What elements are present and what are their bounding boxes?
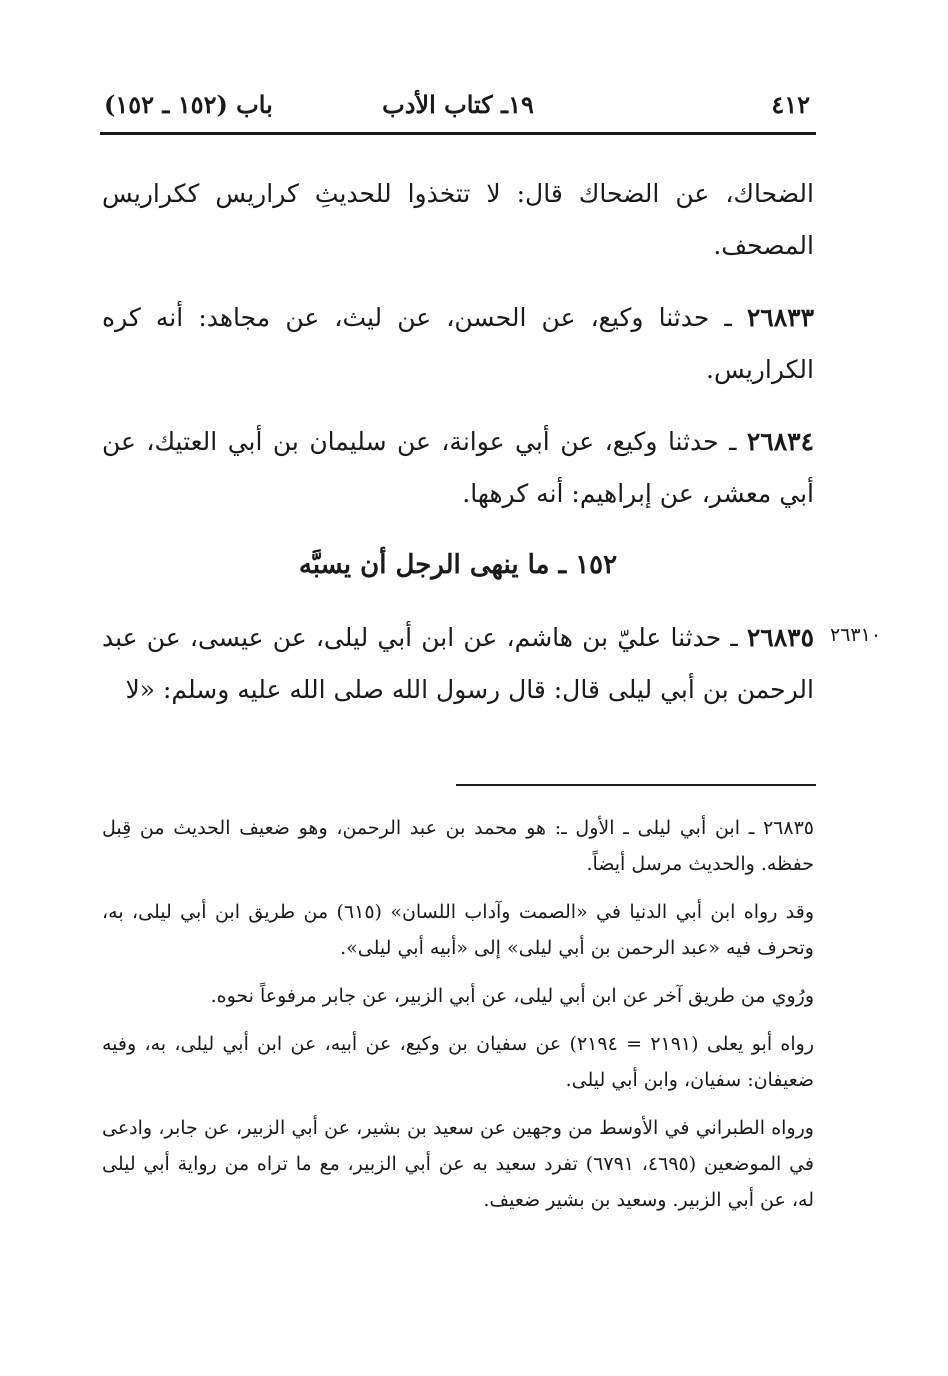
main-text: [102, 168, 814, 736]
hadith-number: ٢٦٨٣٣: [746, 303, 814, 332]
footnote: رواه أبو يعلى (٢١٩١ = ٢١٩٤) عن سفيان بن وكيع، عن أبيه، عن ابن أبي ليلى، به، وفيه ضعيفان: سفيان، وابن أبي ليلى.: [102, 1033, 814, 1091]
footnote: وقد رواه ابن أبي الدنيا في «الصمت وآداب اللسان» (٦١٥) من طريق ابن أبي ليلى، به، وتحرف فيه «عبد الرحمن بن أبي ليلى» إلى «أبيه أبي ليلى».: [102, 901, 814, 959]
hadith-number: ٢٦٨٣٥: [746, 623, 814, 652]
chapter-range: باب (١٥٢ ـ ١٥٢): [104, 90, 273, 119]
hadith-text: ـ حدثنا عليّ بن هاشم، عن ابن أبي ليلى، عن عيسى، عن عبد الرحمن بن أبي ليلى قال: قال رسول الله صلى الله عليه وسلم: «لا: [102, 623, 814, 704]
footnote: ورُوي من طريق آخر عن ابن أبي ليلى، عن أبي الزبير، عن جابر مرفوعاً نحوه.: [210, 985, 814, 1007]
margin-reference-number: ٢٦٣١٠: [830, 624, 882, 646]
footnote: ورواه الطبراني في الأوسط من وجهين عن سعيد بن بشير، عن أبي الزبير، عن جابر، وادعى في الموضعين (٤٦٩٥، ٦٧٩١) تفرد سعيد به عن أبي الزبير، مع ما تراه من رواية أبي ليلى له، عن أبي الزبير. وسعيد بن بشير ضعيف.: [102, 1117, 814, 1211]
hadith-26833: [102, 292, 814, 396]
hadith-26835: [102, 612, 814, 716]
hadith-number: ٢٦٨٣٤: [746, 427, 814, 456]
book-title: ١٩ـ كتاب الأدب: [382, 90, 534, 119]
section-title: ١٥٢ ـ ما ينهى الرجل أن يسبَّه: [298, 550, 618, 580]
footnote-rule: [456, 784, 816, 786]
running-header: [100, 84, 816, 128]
hadith-text: ـ حدثنا وكيع، عن الحسن، عن ليث، عن مجاهد: أنه كره الكراريس.: [102, 303, 814, 384]
header-rule: [100, 132, 816, 135]
continued-paragraph: الضحاك، عن الضحاك قال: لا تتخذوا للحديثِ كراريس ككراريس المصحف.: [102, 179, 814, 260]
page-number: ٤١٢: [771, 90, 810, 119]
footnote: ٢٦٨٣٥ ـ ابن أبي ليلى ـ الأول ـ: هو محمد بن عبد الرحمن، وهو ضعيف الحديث من قِبل حفظه. والحديث مرسل أيضاً.: [102, 817, 814, 875]
hadith-text: ـ حدثنا وكيع، عن أبي عوانة، عن سليمان بن أبي العتيك، عن أبي معشر، عن إبراهيم: أنه كرهها.: [102, 427, 814, 508]
hadith-26834: [102, 416, 814, 520]
footnotes: [102, 810, 814, 1230]
